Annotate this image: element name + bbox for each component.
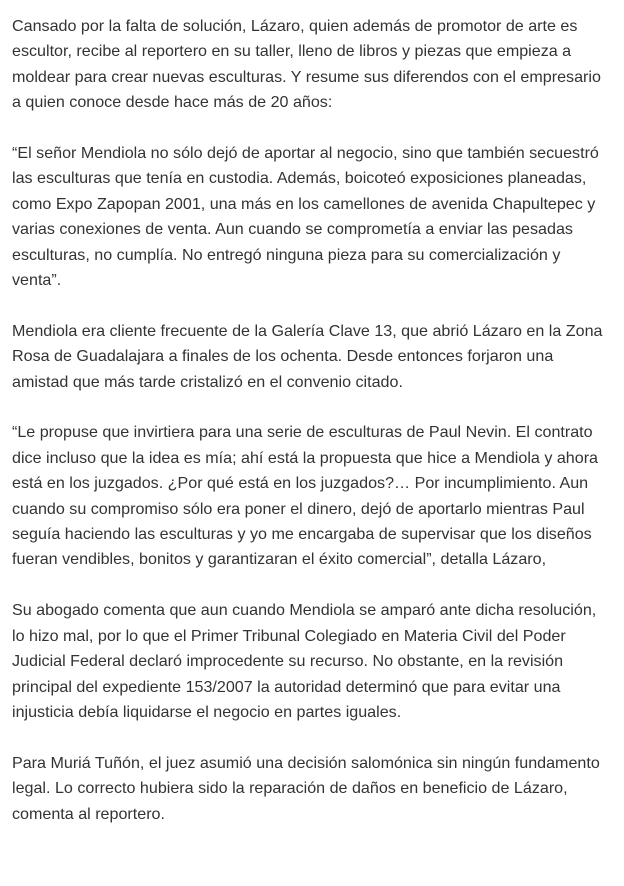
- paragraph-quote-mendiola: “El señor Mendiola no sólo dejó de aportar al negocio, sino que también secuestró las esculturas que tenía en custodia. Además, boicoteó exposiciones planeadas, como Expo Zapopan 2001, una más en los camellones de avenida Chapultepec y varias conexiones de venta. Aun cuando se comprometía a enviar las pesadas esculturas, no cumplía. No entregó ninguna pieza para su comercialización y venta”.: [12, 144, 599, 290]
- paragraph-judge: Para Muriá Tuñón, el juez asumió una decisión salomónica sin ningún fundamento legal. Lo correcto hubiera sido la reparación de daños en beneficio de Lázaro, comenta al reportero.: [12, 753, 600, 823]
- paragraph-gallery-history: Mendiola era cliente frecuente de la Galería Clave 13, que abrió Lázaro en la Zona Rosa de Guadalajara a finales de los ochenta. Desde entonces forjaron una amistad que más tarde cristalizó en el convenio citado.: [12, 321, 603, 391]
- paragraph-lawyer: Su abogado comenta que aun cuando Mendiola se amparó ante dicha resolución, lo hizo mal, por lo que el Primer Tribunal Colegiado en Materia Civil del Poder Judicial Federal declaró improcedente su recurso. No obstante, en la revisión principal del expediente 153/2007 la autoridad determinó que para evitar una injusticia debía liquidarse el negocio en partes iguales.: [12, 601, 597, 721]
- paragraph-intro: Cansado por la falta de solución, Lázaro, quien además de promotor de arte es escultor, recibe al reportero en su taller, lleno de libros y piezas que empieza a moldear para crear nuevas esculturas. Y resume sus diferendos con el empresario a quien conoce desde hace más de 20 años:: [12, 17, 601, 112]
- paragraph-quote-proposal: “Le propuse que invirtiera para una serie de esculturas de Paul Nevin. El contrato dice incluso que la idea es mía; ahí está la propuesta que hice a Mendiola y ahora está en los juzgados. ¿Por qué está en los juzgados?… Por incumplimiento. Aun cuando su compromiso sólo era poner el dinero, dejó de aportarlo mientras Paul seguía haciendo las esculturas y yo me encargaba de supervisar que los diseños fueran vendibles, bonitos y garantizaran el éxito comercial”, detalla Lázaro,: [12, 423, 599, 569]
